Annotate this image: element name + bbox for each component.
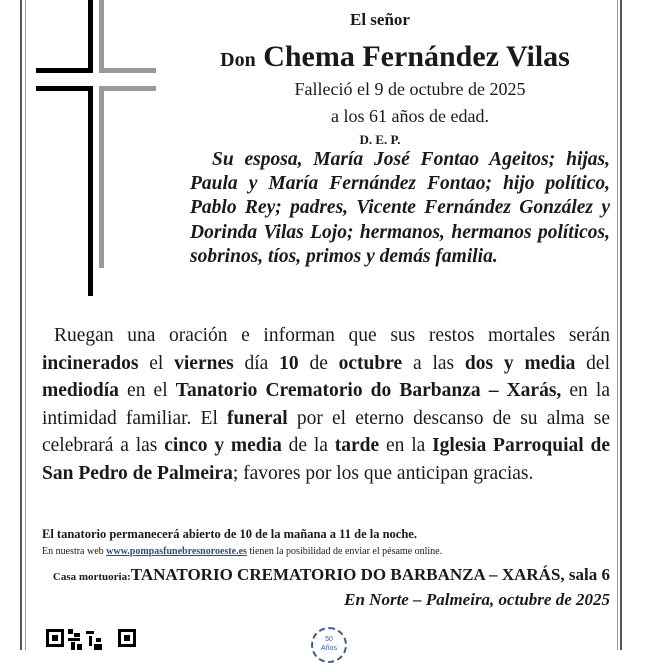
- announcement-segment: en la: [379, 435, 433, 456]
- announcement-segment: viernes: [174, 352, 234, 374]
- announcement-segment: el: [138, 352, 175, 374]
- announcement-segment: día: [233, 352, 280, 374]
- announcement-paragraph: [42, 322, 610, 487]
- announcement-segment: de la: [281, 435, 335, 456]
- web-suffix: tienen la posibilidad de enviar el pésame online.: [246, 546, 443, 557]
- logo-text: Años: [321, 645, 337, 652]
- death-date: Falleció el 9 de octubre de 2025: [294, 79, 526, 99]
- announcement-segment: octubre: [338, 352, 403, 374]
- announcement-segment: cinco y media: [164, 435, 282, 456]
- age-line: a los 61 años de edad.: [331, 106, 489, 126]
- opening-hours: El tanatorio permanecerá abierto de 10 de la mañana a 11 de la noche.: [42, 527, 417, 541]
- family-list: Su esposa, María José Fontao Ageitos; hijas, Paula y María Fernández Fontao; hijo político, Pablo Rey; padres, Vicente Fernández González y Dorinda Vilas Lojo; hermanos, hermanos políticos, sobrinos, tíos, primos y demás familia.: [190, 149, 610, 267]
- place-date: En Norte – Palmeira, octubre de 2025: [344, 590, 610, 609]
- announcement-segment: del: [575, 352, 610, 374]
- frame-border-right-outer: [620, 0, 622, 650]
- announcement-segment: en la intimidad familiar. El: [42, 380, 610, 429]
- announcement-segment: tarde: [334, 435, 380, 456]
- website-link[interactable]: www.pompasfunebresnoroeste.es: [106, 546, 247, 557]
- announcement-segment: a las: [402, 352, 465, 374]
- announcement-segment: de: [298, 352, 339, 374]
- deceased-name: [180, 40, 610, 74]
- casa-value: TANATORIO CREMATORIO DO BARBANZA – XARÁS, sala 6: [130, 565, 610, 584]
- logo-number: 50: [325, 636, 333, 643]
- web-prefix: En nuestra web: [42, 546, 107, 557]
- announcement-segment: 10: [279, 352, 299, 374]
- announcement-segment: funeral: [227, 407, 288, 429]
- cross-icon: [0, 0, 170, 310]
- name-text: Chema Fernández Vilas: [263, 40, 570, 73]
- announcement-segment: Ruegan una oración e informan que sus restos mortales serán: [54, 325, 610, 346]
- announcement-segment: por el eterno descanso de su alma se celebrará a las: [42, 407, 610, 456]
- anniversary-logo-icon: [311, 627, 347, 663]
- honorific: Don: [220, 49, 256, 71]
- frame-border-right-inner: [617, 0, 618, 650]
- funeral-home-line: [53, 565, 610, 585]
- title-prefix: El señor: [350, 10, 410, 29]
- announcement-segment: incinerados: [42, 352, 139, 374]
- announcement-segment: dos y media: [464, 352, 576, 374]
- announcement-segment: Iglesia Parroquial de San Pedro de Palmeira: [42, 435, 611, 484]
- dep-label: D. E. P.: [359, 132, 401, 147]
- announcement-segment: en el: [118, 380, 176, 401]
- web-condolence-line: [42, 546, 612, 557]
- announcement-segment: mediodía: [42, 380, 119, 401]
- announcement-segment: ; favores por los que anticipan gracias.: [232, 462, 534, 484]
- qr-code-icon[interactable]: [44, 627, 140, 650]
- casa-label: Casa mortuoria:: [52, 571, 131, 583]
- announcement-segment: Tanatorio Crematorio do Barbanza – Xarás,: [175, 380, 562, 401]
